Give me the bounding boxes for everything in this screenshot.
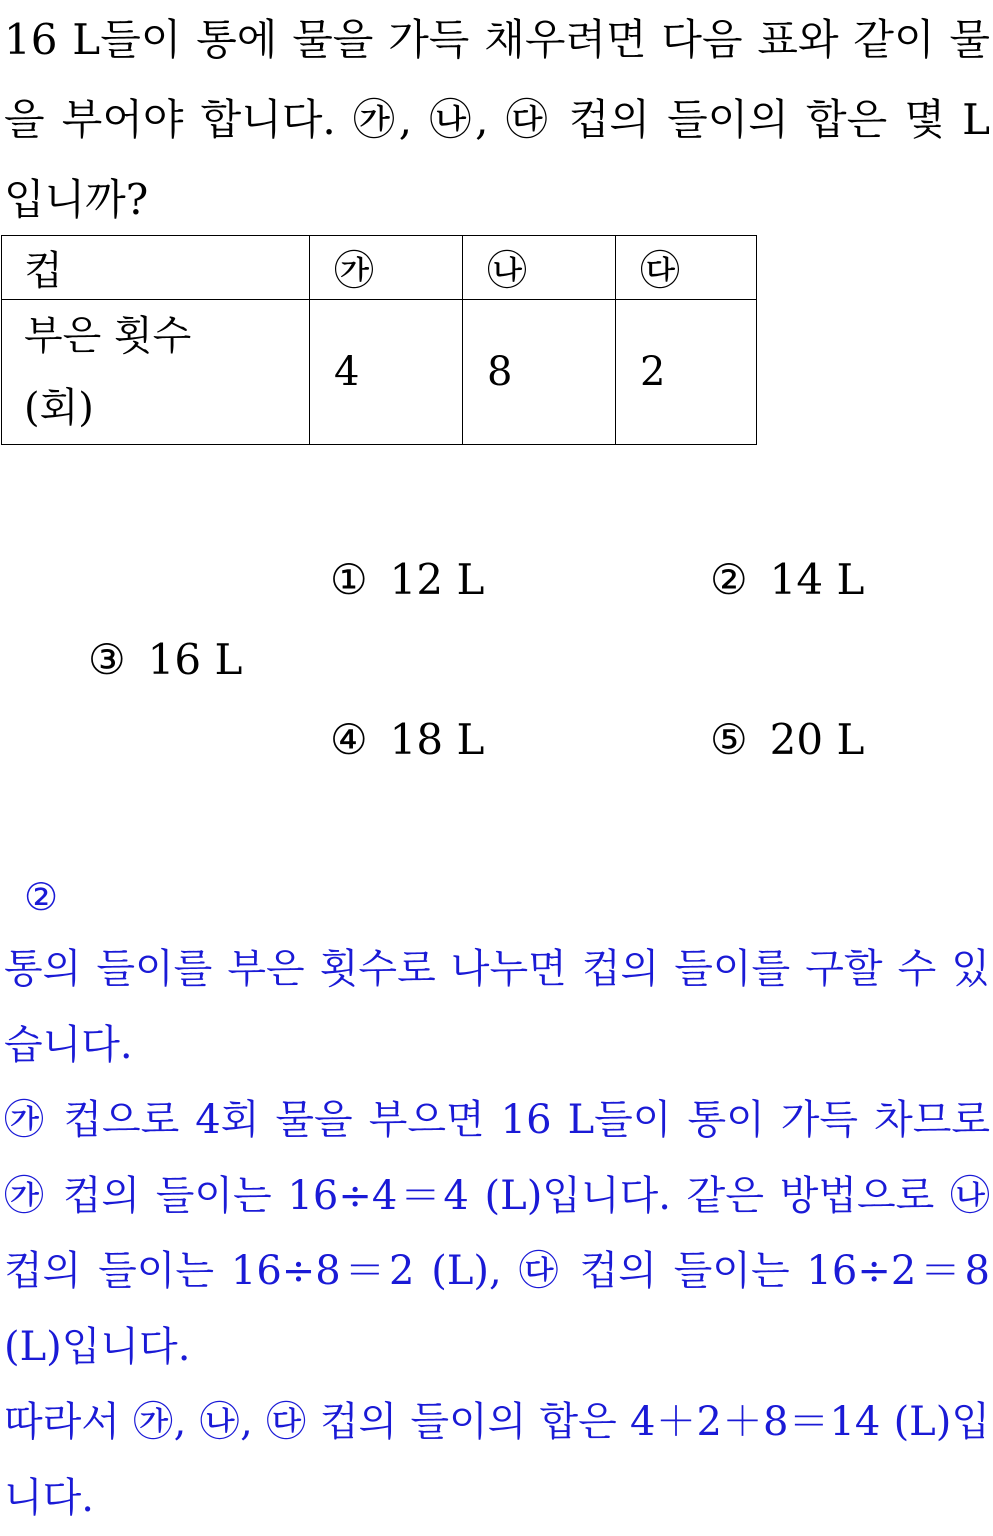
choice-text: 12 L: [389, 555, 485, 604]
question-text: 16 L들이 통에 물을 가득 채우려면 다음 표와 같이 물을 부어야 합니다. ㉮, ㉯, ㉰ 컵의 들이의 합은 몇 L 입니까?: [4, 15, 990, 224]
choice-mark: ③: [88, 635, 126, 684]
cup-table: [1, 235, 757, 445]
choice-4[interactable]: [330, 715, 484, 765]
explanation: [4, 932, 990, 1536]
choice-2[interactable]: [710, 555, 864, 605]
choice-3[interactable]: [88, 635, 242, 685]
answer-mark: ②: [24, 875, 59, 919]
table-row: [2, 236, 757, 300]
choice-mark: ①: [330, 555, 368, 604]
table-header-cup: ㉯: [463, 236, 616, 300]
choice-mark: ④: [330, 715, 368, 764]
table-header-cup: ㉮: [310, 236, 463, 300]
explanation-paragraph: 통의 들이를 부은 횟수로 나누면 컵의 들이를 구할 수 있습니다.: [4, 946, 990, 1068]
choice-mark: ⑤: [710, 715, 748, 764]
table-row: [2, 300, 757, 445]
choice-5[interactable]: [710, 715, 864, 765]
table-header-label: 컵: [2, 236, 310, 300]
choice-text: 20 L: [769, 715, 865, 764]
row-label-line2: (회): [24, 385, 94, 431]
choice-text: 14 L: [769, 555, 865, 604]
table-cell: 2: [616, 300, 757, 445]
table-cell: 8: [463, 300, 616, 445]
choice-1[interactable]: [330, 555, 484, 605]
explanation-paragraph: 따라서 ㉮, ㉯, ㉰ 컵의 들이의 합은 4＋2＋8＝14 (L)입니다.: [4, 1399, 990, 1521]
choice-text: 18 L: [389, 715, 485, 764]
table-header-cup: ㉰: [616, 236, 757, 300]
table-row-label: [2, 300, 310, 445]
choice-mark: ②: [710, 555, 748, 604]
choice-text: 16 L: [147, 635, 243, 684]
explanation-paragraph: ㉮ 컵으로 4회 물을 부으면 16 L들이 통이 가득 차므로 ㉮ 컵의 들이는 16÷4＝4 (L)입니다. 같은 방법으로 ㉯ 컵의 들이는 16÷8＝2 (L), ㉰ 컵의 들이는 16÷2＝8 (L)입니다.: [4, 1097, 990, 1370]
row-label-line1: 부은 횟수: [24, 313, 192, 359]
table-cell: 4: [310, 300, 463, 445]
